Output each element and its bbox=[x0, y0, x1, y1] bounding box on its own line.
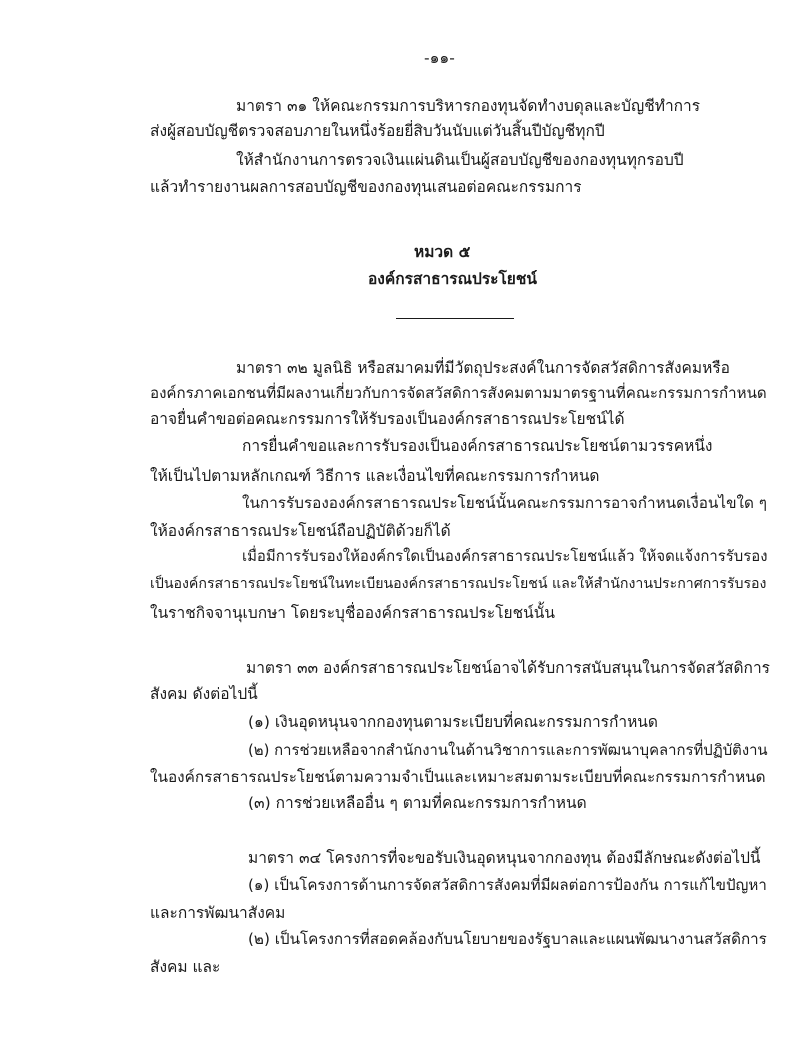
chapter-divider bbox=[396, 318, 514, 319]
section-31-line-4: แล้วทำรายงานผลการสอบบัญชีของกองทุนเสนอต่อคณะกรรมการ bbox=[150, 178, 582, 196]
section-34-item-2-cont: สังคม และ bbox=[150, 958, 221, 976]
section-32-line-7: ให้องค์กรสาธารณประโยชน์ถือปฏิบัติด้วยก็ได้ bbox=[150, 522, 451, 540]
section-31-line-1: มาตรา ๓๑ ให้คณะกรรมการบริหารกองทุนจัดทำงบดุลและบัญชีทำการ bbox=[236, 97, 701, 115]
section-32-line-3: อาจยื่นคำขอต่อคณะกรรมการให้รับรองเป็นองค์กรสาธารณประโยชน์ได้ bbox=[150, 410, 625, 428]
section-33-line-1: มาตรา ๓๓ องค์กรสาธารณประโยชน์อาจได้รับการสนับสนุนในการจัดสวัสดิการ bbox=[246, 659, 770, 677]
section-33-item-1: (๑) เงินอุดหนุนจากกองทุนตามระเบียบที่คณะกรรมการกำหนด bbox=[248, 713, 658, 731]
section-34-item-1-cont: และการพัฒนาสังคม bbox=[150, 904, 286, 922]
section-32-line-5: ให้เป็นไปตามหลักเกณฑ์ วิธีการ และเงื่อนไขที่คณะกรรมการกำหนด bbox=[150, 467, 600, 485]
section-34-line-1: มาตรา ๓๔ โครงการที่จะขอรับเงินอุดหนุนจากกองทุน ต้องมีลักษณะดังต่อไปนี้ bbox=[248, 849, 761, 867]
section-32-line-10: ในราชกิจจานุเบกษา โดยระบุชื่อองค์กรสาธารณประโยชน์นั้น bbox=[150, 604, 555, 622]
section-32-line-8: เมื่อมีการรับรองให้องค์กรใดเป็นองค์กรสาธารณประโยชน์แล้ว ให้จดแจ้งการรับรอง bbox=[242, 547, 768, 565]
section-33-line-2: สังคม ดังต่อไปนี้ bbox=[150, 685, 258, 703]
page-number: -๑๑- bbox=[424, 49, 455, 67]
chapter-number: หมวด ๕ bbox=[414, 243, 471, 261]
section-32-line-2: องค์กรภาคเอกชนที่มีผลงานเกี่ยวกับการจัดสวัสดิการสังคมตามมาตรฐานที่คณะกรรมการกำหนด bbox=[150, 384, 767, 402]
section-33-item-2-cont: ในองค์กรสาธารณประโยชน์ตามความจำเป็นและเหมาะสมตามระเบียบที่คณะกรรมการกำหนด bbox=[150, 768, 766, 786]
section-34-item-2: (๒) เป็นโครงการที่สอดคล้องกับนโยบายของรัฐบาลและแผนพัฒนางานสวัสดิการ bbox=[248, 930, 767, 948]
section-31-line-2: ส่งผู้สอบบัญชีตรวจสอบภายในหนึ่งร้อยยี่สิบวันนับแต่วันสิ้นปีบัญชีทุกปี bbox=[150, 122, 605, 140]
section-32-line-1: มาตรา ๓๒ มูลนิธิ หรือสมาคมที่มีวัตถุประสงค์ในการจัดสวัสดิการสังคมหรือ bbox=[236, 359, 730, 377]
chapter-title: องค์กรสาธารณประโยชน์ bbox=[368, 270, 538, 288]
section-31-line-3: ให้สำนักงานการตรวจเงินแผ่นดินเป็นผู้สอบบัญชีของกองทุนทุกรอบปี bbox=[236, 151, 684, 169]
section-32-line-4: การยื่นคำขอและการรับรองเป็นองค์กรสาธารณประโยชน์ตามวรรคหนึ่ง bbox=[242, 437, 713, 455]
section-32-line-9: เป็นองค์กรสาธารณประโยชน์ในทะเบียนองค์กรสาธารณประโยชน์ และให้สำนักงานประกาศการรับรอง bbox=[150, 576, 767, 592]
section-32-line-6: ในการรับรององค์กรสาธารณประโยชน์นั้นคณะกรรมการอาจกำหนดเงื่อนไขใด ๆ bbox=[242, 494, 768, 512]
section-33-item-2: (๒) การช่วยเหลือจากสำนักงานในด้านวิชาการและการพัฒนาบุคลากรที่ปฏิบัติงาน bbox=[248, 741, 768, 759]
section-33-item-3: (๓) การช่วยเหลืออื่น ๆ ตามที่คณะกรรมการกำหนด bbox=[248, 794, 587, 812]
section-34-item-1: (๑) เป็นโครงการด้านการจัดสวัสดิการสังคมที่มีผลต่อการป้องกัน การแก้ไขปัญหา bbox=[248, 876, 767, 894]
